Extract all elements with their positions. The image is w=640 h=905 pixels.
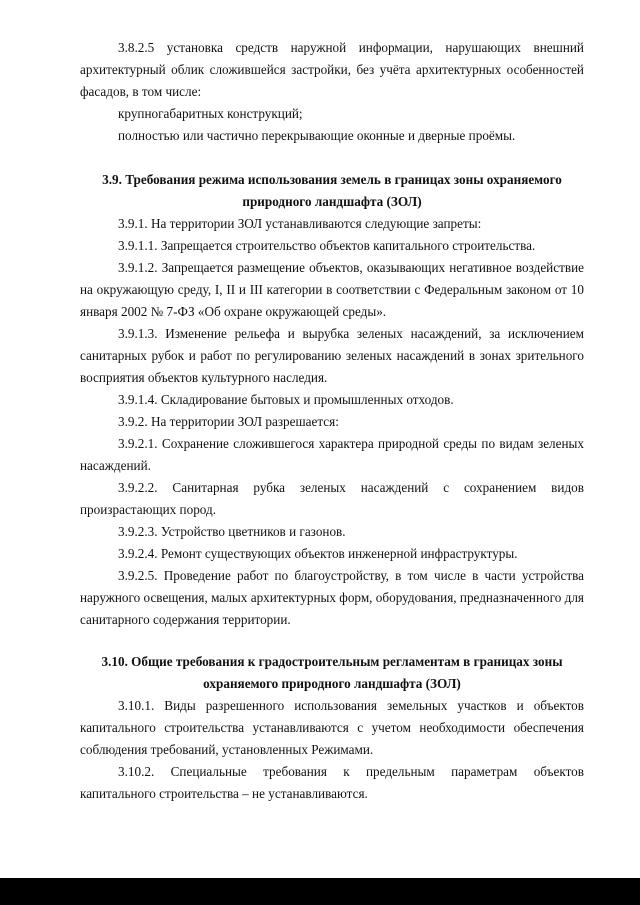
section-gap [80, 147, 584, 169]
paragraph-3-10-1: 3.10.1. Виды разрешенного использования земельных участков и объектов капитального строительства устанавливаются с учетом необходимости обеспечения соблюдения требований, установленных Режимами. [80, 698, 584, 757]
paragraph-3-9-2-2: 3.9.2.2. Санитарная рубка зеленых насаждений с сохранением видов произрастающих пород. [80, 480, 584, 517]
heading-section-3-9: 3.9. Требования режима использования земель в границах зоны охраняемого природного ландшафта (ЗОЛ) [102, 172, 562, 209]
paragraph-3-9-1: 3.9.1. На территории ЗОЛ устанавливаются следующие запреты: [118, 216, 482, 231]
paragraph-3-8-2-5: 3.8.2.5 установка средств наружной информации, нарушающих внешний архитектурный облик сложившейся застройки, без учёта архитектурных особенностей фасадов, в том числе: [80, 40, 584, 99]
paragraph-3-9-1-4: 3.9.1.4. Складирование бытовых и промышленных отходов. [118, 392, 454, 407]
paragraph-3-9-1-3: 3.9.1.3. Изменение рельефа и вырубка зеленых насаждений, за исключением санитарных рубок и работ по регулированию зеленых насаждений в зонах зрительного восприятия объектов культурного наследия. [80, 326, 584, 385]
list-item-window-coverage: полностью или частично перекрывающие оконные и дверные проёмы. [118, 128, 516, 143]
scan-bottom-edge [0, 878, 640, 905]
paragraph-3-9-2-4: 3.9.2.4. Ремонт существующих объектов инженерной инфраструктуры. [118, 546, 518, 561]
paragraph-3-9-1-1: 3.9.1.1. Запрещается строительство объектов капитального строительства. [118, 238, 536, 253]
section-gap [80, 631, 584, 651]
paragraph-3-9-2-3: 3.9.2.3. Устройство цветников и газонов. [118, 524, 346, 539]
paragraph-3-10-2: 3.10.2. Специальные требования к предельным параметрам объектов капитального строительства – не устанавливаются. [80, 764, 584, 801]
heading-section-3-10: 3.10. Общие требования к градостроительным регламентам в границах зоны охраняемого природного ландшафта (ЗОЛ) [101, 654, 563, 691]
paragraph-3-9-1-2: 3.9.1.2. Запрещается размещение объектов, оказывающих негативное воздействие на окружающую среду, I, II и III категории в соответствии с Федеральным законом от 10 января 2002 № 7-ФЗ «Об охране окружающей среды». [80, 260, 584, 319]
paragraph-3-9-2: 3.9.2. На территории ЗОЛ разрешается: [118, 414, 339, 429]
paragraph-3-9-2-1: 3.9.2.1. Сохранение сложившегося характера природной среды по видам зеленых насаждений. [80, 436, 584, 473]
list-item-large-structures: крупногабаритных конструкций; [118, 106, 303, 121]
paragraph-3-9-2-5: 3.9.2.5. Проведение работ по благоустройству, в том числе в части устройства наружного освещения, малых архитектурных форм, оборудования, предназначенного для санитарного содержания территории. [80, 568, 584, 627]
